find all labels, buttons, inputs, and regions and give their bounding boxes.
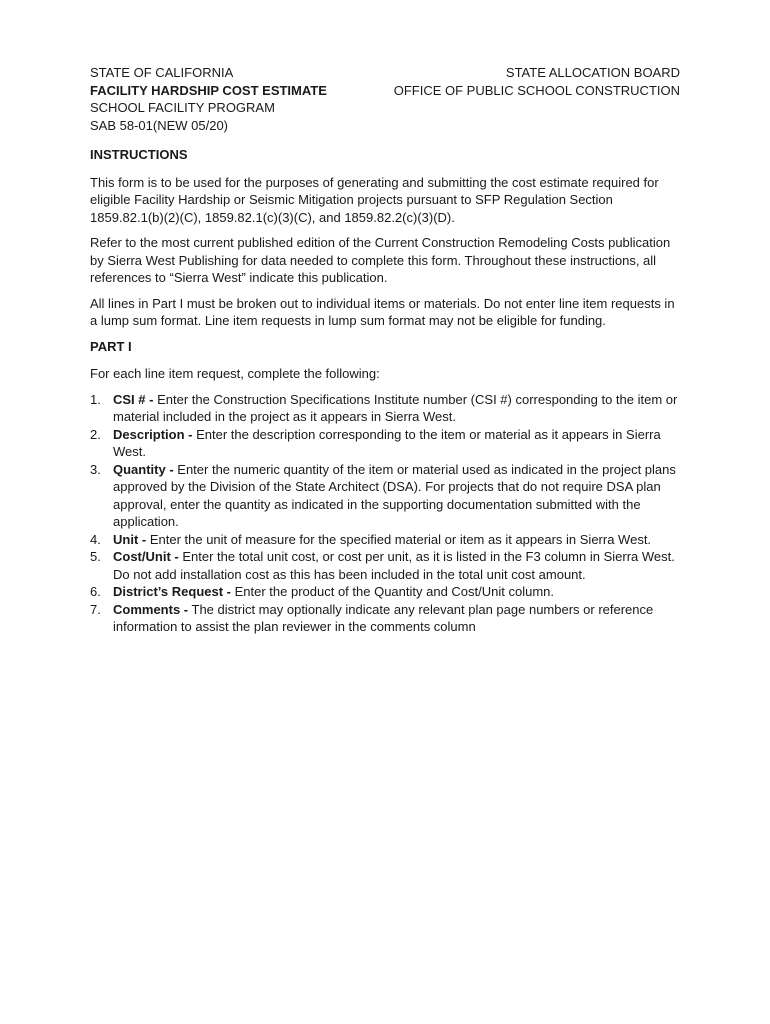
item-text: Enter the product of the Quantity and Cost/Unit column.: [231, 584, 555, 599]
office-name: OFFICE OF PUBLIC SCHOOL CONSTRUCTION: [393, 82, 680, 98]
item-term: District’s Request -: [113, 584, 231, 599]
list-item: [90, 583, 685, 601]
item-text: Enter the Construction Specifications Institute number (CSI #) corresponding to the item or material included in the project as it appears in Sierra West.: [113, 391, 678, 424]
item-term: Cost/Unit -: [113, 549, 179, 564]
list-number: 6.: [90, 584, 101, 599]
item-term: Description -: [113, 426, 193, 442]
list-number: 1.: [90, 391, 101, 407]
list-item: [90, 426, 685, 461]
item-text: Enter the description corresponding to the item or material as it appears in Sierra West.: [113, 426, 661, 459]
list-item: [90, 391, 685, 426]
state-name: STATE OF CALIFORNIA: [90, 65, 234, 80]
item-text: Enter the total unit cost, or cost per unit, as it is listed in the F3 column in Sierra West. Do not add installation cost as this has been included in the total unit cost amount.: [113, 549, 675, 582]
board-name: STATE ALLOCATION BOARD: [505, 65, 680, 80]
part1-heading: PART I: [90, 338, 132, 354]
form-number: SAB 58-01(NEW 05/20): [90, 117, 229, 133]
item-text: The district may optionally indicate any relevant plan page numbers or reference information to assist the plan reviewer in the comments column: [113, 601, 654, 634]
instructions-paragraph-3: All lines in Part I must be broken out to individual items or materials. Do not enter line item requests in a lump sum format. Line item requests in lump sum format may not be eligible for funding.: [90, 295, 675, 328]
item-text: Enter the unit of measure for the specified material or item as it appears in Sierra West.: [146, 531, 652, 547]
header-right: [394, 64, 680, 99]
instruction-list: [90, 391, 685, 636]
item-term: Unit -: [113, 531, 147, 547]
list-number: 5.: [90, 549, 101, 564]
item-term: Quantity -: [113, 461, 174, 477]
instructions-paragraph-2: Refer to the most current published edition of the Current Construction Remodeling Costs publication by Sierra West Publishing for data needed to complete this form. Throughout these instructions, all references to “Sierra West” indicate this publication.: [90, 235, 671, 285]
item-term: CSI # -: [113, 391, 154, 407]
header-left: [90, 64, 327, 134]
list-number: 2.: [90, 426, 101, 442]
list-item: [90, 548, 685, 583]
document-body: [90, 146, 685, 636]
program-name: SCHOOL FACILITY PROGRAM: [90, 100, 275, 115]
list-number: 3.: [90, 461, 101, 477]
form-title: FACILITY HARDSHIP COST ESTIMATE: [90, 82, 327, 98]
list-item: [90, 461, 685, 531]
list-number: 7.: [90, 601, 101, 617]
instructions-paragraph-1: This form is to be used for the purposes of generating and submitting the cost estimate required for eligible Facility Hardship or Seismic Mitigation projects pursuant to SFP Regulation Section 1859.82.1(b)(2)(C), 1859.82.1(c)(3)(C), and 1859.82.2(c)(3)(D).: [90, 174, 659, 225]
item-term: Comments -: [113, 601, 189, 617]
list-item: [90, 531, 685, 549]
list-number: 4.: [90, 531, 101, 547]
item-text: Enter the numeric quantity of the item or material used as indicated in the project plans approved by the Division of the State Architect (DSA). For projects that do not require DSA plan approval, enter the quantity as indicated in the supporting documentation submitted with the application.: [113, 461, 676, 529]
part1-intro: For each line item request, complete the following:: [90, 366, 380, 381]
instructions-heading: INSTRUCTIONS: [90, 147, 188, 162]
list-item: [90, 601, 685, 636]
